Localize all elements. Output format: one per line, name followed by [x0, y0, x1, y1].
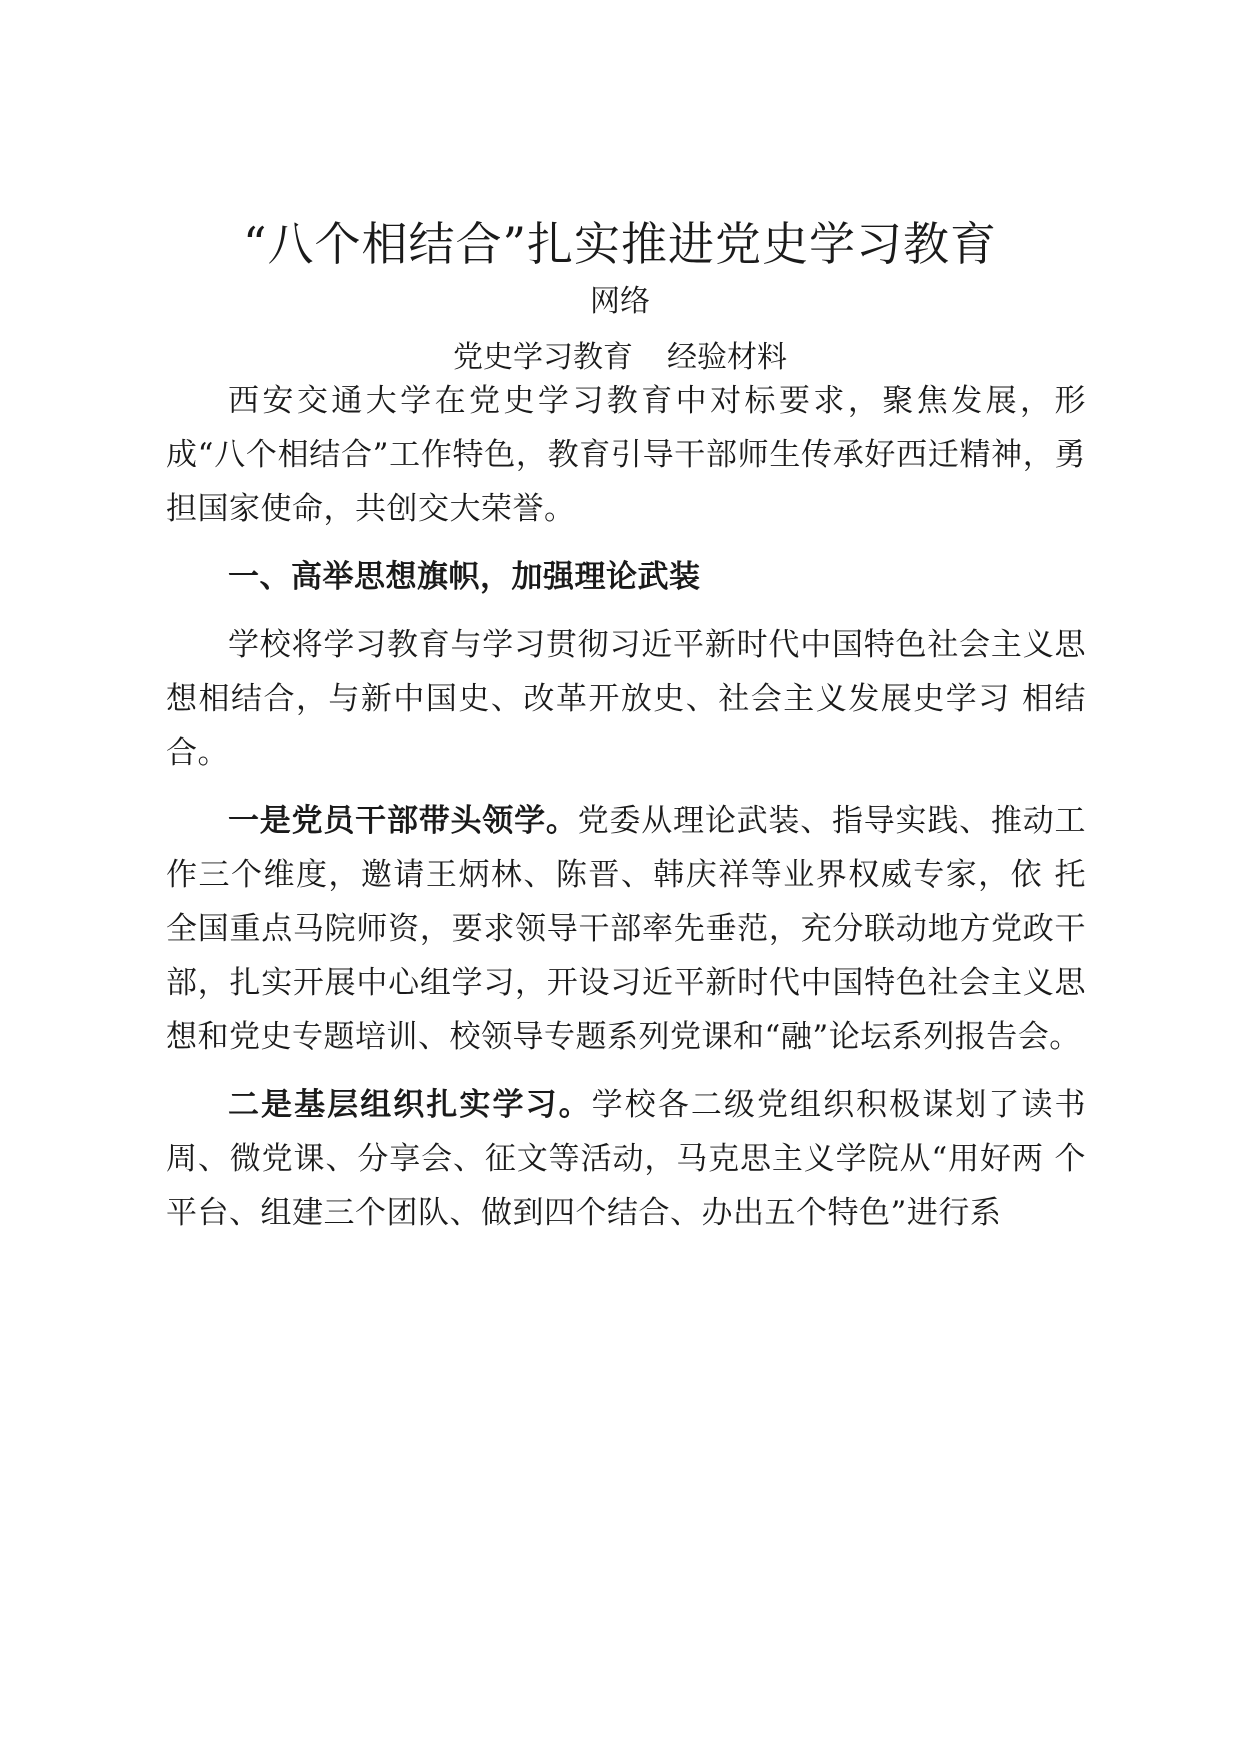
category-type: 经验材料	[667, 340, 787, 375]
section-heading: 一、高举思想旗帜，加强理论武装	[228, 559, 701, 595]
document-category	[0, 338, 1240, 378]
point-text-1: 党委从理论武装、指导实践、推动工作三个维度，邀请王炳林、陈晋、韩庆祥等业界权威专家，依 托全国重点马院师资，要求领导干部率先垂范，充分联动地方党政干部，扎实开展中心组学习，开设习近平新时代中国特色社会主义思想和党史专题培训、校领导专题系列党课和“融”论坛系列报告会。	[166, 803, 1086, 1055]
section-paragraph: 学校将学习教育与学习贯彻习近平新时代中国特色社会主义思想相结合，与新中国史、改革开放史、社会主义发展史学习 相结合。	[166, 627, 1086, 771]
document-source: 网络	[590, 284, 650, 319]
point-lead-1: 一是党员干部带头领学。	[228, 803, 578, 839]
category-label: 党史学习教育	[453, 340, 633, 375]
point-lead-2: 二是基层组织扎实学习。	[228, 1087, 592, 1123]
intro-paragraph: 西安交通大学在党史学习教育中对标要求，聚焦发展，形成“八个相结合”工作特色，教育引导干部师生传承好西迁精神，勇担国家使命，共创交大荣誉。	[166, 383, 1086, 527]
point-text-2: 学校各二级党组织积极谋划了读书周、微党课、分享会、征文等活动，马克思主义学院从“用好两 个平台、组建三个团队、做到四个结合、办出五个特色”进行系	[166, 1087, 1087, 1231]
point-paragraph-2	[166, 1078, 1086, 1240]
document-body	[166, 374, 1086, 1240]
document-title: “八个相结合”扎实推进党史学习教育	[242, 217, 998, 271]
point-paragraph-1	[166, 794, 1086, 1064]
